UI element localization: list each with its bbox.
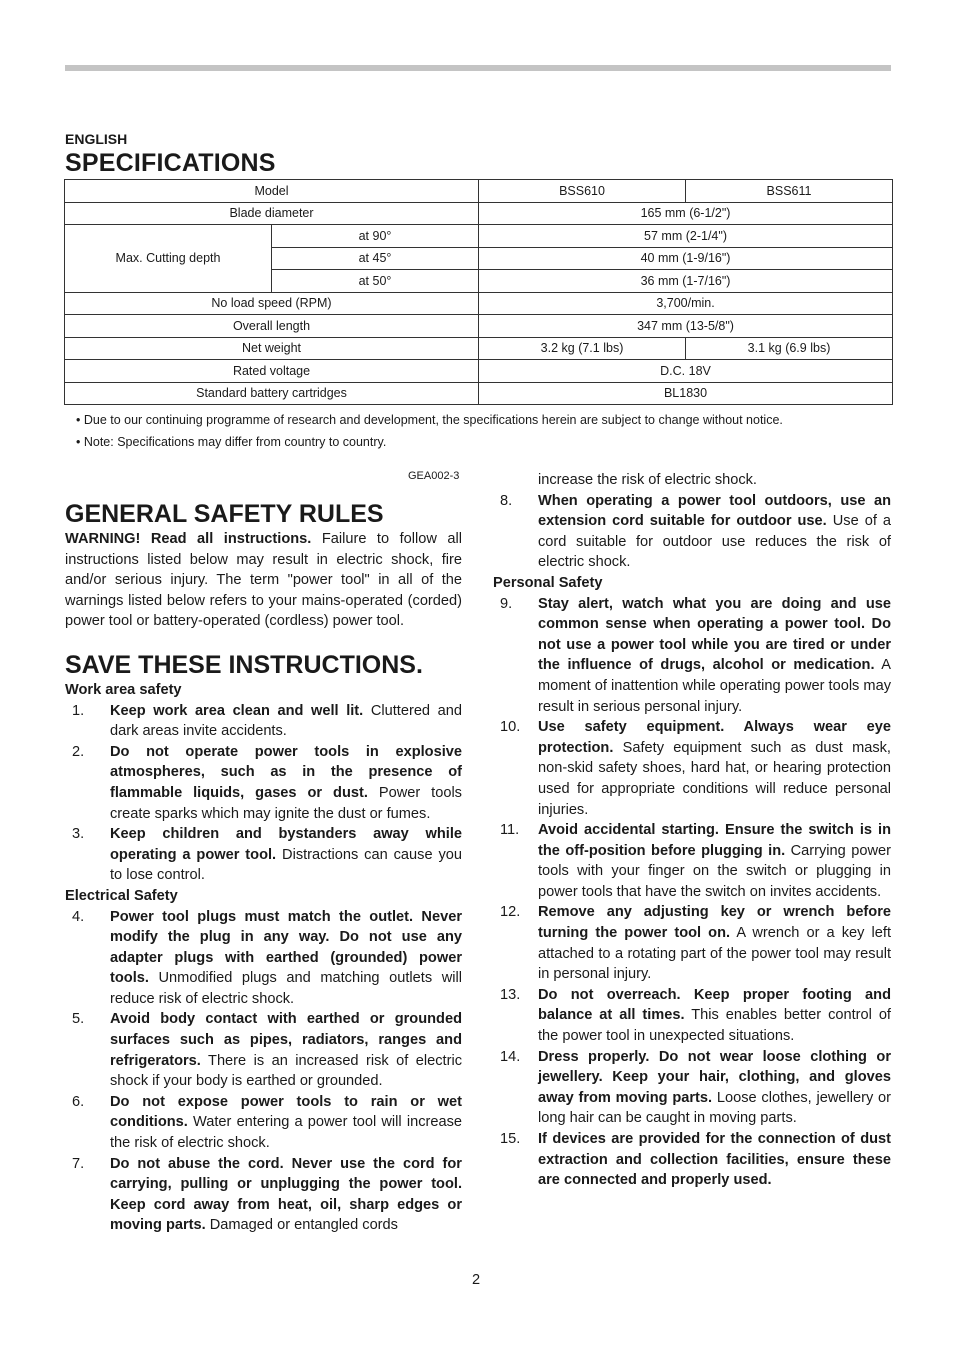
section-heading: Electrical Safety [65,887,178,904]
list-item [493,1129,891,1191]
right-column [493,470,891,1191]
item-number: 15. [500,1131,521,1147]
battery-label: Standard battery cartridges [65,382,479,405]
specifications-table [64,179,893,405]
list-item [493,1047,891,1129]
item-bold: Avoid body contact with earthed or grounded surfaces such as pipes, radiators, ranges and refrigerators. [110,1011,462,1069]
item-bold: Do not overreach. Keep proper footing and balance at all times. [538,986,891,1024]
weight-a: 3.2 kg (7.1 lbs) [479,337,686,360]
item-number: 10. [500,719,521,736]
voltage-label: Rated voltage [65,360,479,383]
item-text: Use of a cord suitable for outdoor use reduces the risk of electric shock. [538,513,892,571]
item-number: 11. [500,822,520,839]
left-column [65,499,462,1236]
item-bold: Keep children and bystanders away while operating a power tool. [110,826,462,863]
item-bold: Stay alert, watch what you are doing and use common sense when operating a power tool. Do not use a power tool while you are tired or under the influence of drugs, alcohol or medication. [538,595,891,674]
table-row [65,337,893,360]
item-bold: Remove any adjusting key or wrench before turning the power tool on. [538,904,891,942]
table-row [65,180,893,203]
table-row [65,360,893,383]
depth-value: 40 mm (1-9/16") [479,247,893,270]
table-row [65,202,893,225]
item-number: 13. [500,986,521,1003]
item-bold: Avoid accidental starting. Ensure the switch is in the off-position before plugging in. [538,822,891,859]
depth-angle: at 90° [272,225,479,248]
item-number: 1. [72,702,85,719]
item-text: Distractions can cause you to lose control. [110,846,463,884]
item-number: 5. [72,1011,85,1028]
table-row [65,315,893,338]
model-label: Model [65,180,479,203]
language-label: ENGLISH [65,131,128,147]
warning-text: Failure to follow all instructions listed below may result in electric shock, fire and/or serious injury. The term "power tool" in all of the warnings listed below refers to your mains-operated (corded) power tool or battery-operated (cordless) power tool. [65,531,462,630]
list-item [65,824,462,886]
depth-value: 36 mm (1-7/16") [479,270,893,293]
model-a: BSS610 [479,180,686,203]
item-number: 7. [72,1155,85,1172]
length-label: Overall length [65,315,479,338]
model-b: BSS611 [686,180,893,203]
item-text: Unmodified plugs and matching outlets will reduce risk of electric shock. [110,970,462,1007]
list-item [493,491,891,573]
item-text: There is an increased risk of electric shock if your body is earthed or grounded. [110,1052,462,1090]
warning-bold: WARNING! Read all instructions. [65,531,312,547]
item-text: A moment of inattention while operating power tools may result in serious personal injury. [538,657,891,715]
table-row [65,382,893,405]
item-number: 3. [72,826,85,843]
list-item [65,1092,462,1154]
weight-b: 3.1 kg (6.9 lbs) [686,337,893,360]
list-item [65,701,462,742]
speed-value: 3,700/min. [479,292,893,315]
item-text: Water entering a power tool will increase the risk of electric shock. [110,1114,462,1152]
warning-paragraph [65,529,462,632]
item-bold: When operating a power tool outdoors, use an extension cord suitable for outdoor use. [538,492,891,530]
table-row [65,225,893,248]
item-continuation: increase the risk of electric shock. [538,472,757,488]
depth-angle: at 45° [272,247,479,270]
table-row [65,292,893,315]
item-number: 9. [500,595,513,612]
item-bold: Dress properly. Do not wear loose clothing or jewellery. Keep your hair, clothing, and gloves away from moving parts. [538,1048,891,1106]
item-bold: Keep work area clean and well lit. [110,702,364,719]
item-bold: Power tool plugs must match the outlet. Never modify the plug in any way. Do not use any adapter plugs with earthed (grounded) power tools. [110,908,462,987]
list-item [493,820,891,902]
blade-label: Blade diameter [65,202,479,225]
item-number: 6. [72,1093,85,1110]
item-text: Cluttered and dark areas invite accidents. [110,702,462,740]
item-number: 14. [500,1048,521,1065]
list-item [493,985,891,1047]
item-number: 2. [72,743,85,760]
item-text: This enables better control of the power tool in unexpected situations. [538,1007,891,1045]
item-number: 8. [500,492,513,509]
weight-label: Net weight [65,337,479,360]
item-number: 4. [72,908,85,925]
document-code: GEA002-3 [408,470,460,482]
length-value: 347 mm (13-5/8") [479,315,893,338]
list-item [493,902,891,984]
spec-notes [76,409,783,453]
spec-note: • Note: Specifications may differ from country to country. [76,435,387,449]
blade-value: 165 mm (6-1/2") [479,202,893,225]
item-text: Safety equipment such as dust mask, non-skid safety shoes, hard hat, or hearing protection used for appropriate conditions will reduce personal injuries. [538,739,891,818]
save-instructions-title: SAVE THESE INSTRUCTIONS. [65,650,423,679]
list-item [65,1154,462,1236]
speed-label: No load speed (RPM) [65,292,479,315]
item-text: A wrench or a key left attached to a rotating part of the power tool may result in personal injury. [538,925,891,983]
list-item [65,907,462,1010]
list-item [493,717,891,820]
page-number: 2 [472,1272,481,1288]
item-bold: Do not operate power tools in explosive atmospheres, such as in the presence of flammable liquids, gases or dust. [110,743,462,801]
battery-value: BL1830 [479,382,893,405]
item-text: Damaged or entangled cords [205,1217,398,1234]
item-text: Loose clothes, jewellery or long hair can be caught in moving parts. [538,1089,891,1127]
depth-label: Max. Cutting depth [65,225,272,293]
section-heading: Personal Safety [493,574,603,591]
item-text: Power tools create sparks which may ignite the dust or fumes. [110,784,462,822]
item-number: 12. [500,904,521,921]
list-item [65,1009,462,1091]
depth-angle: at 50° [272,270,479,293]
item-text: Carrying power tools with your finger on the switch or plugging in power tools that have the switch on invites accidents. [538,842,891,900]
section-heading: Work area safety [65,681,182,698]
spec-note: • Due to our continuing programme of research and development, the specifications herein are subject to change without notice. [76,413,783,427]
depth-value: 57 mm (2-1/4") [479,225,893,248]
voltage-value: D.C. 18V [479,360,893,383]
item-bold: Do not abuse the cord. Never use the cord for carrying, pulling or unplugging the power tool. Keep cord away from heat, oil, sharp edges or moving parts. [110,1155,462,1234]
specifications-title: SPECIFICATIONS [65,149,276,177]
item-bold: If devices are provided for the connection of dust extraction and collection facilities, ensure these are connected and properly used. [538,1131,891,1189]
item-bold: Use safety equipment. Always wear eye protection. [538,719,891,756]
item-bold: Do not expose power tools to rain or wet conditions. [110,1093,462,1131]
general-safety-title: GENERAL SAFETY RULES [65,500,384,528]
list-item [493,594,891,718]
header-rule [65,65,891,71]
list-item [65,742,462,824]
